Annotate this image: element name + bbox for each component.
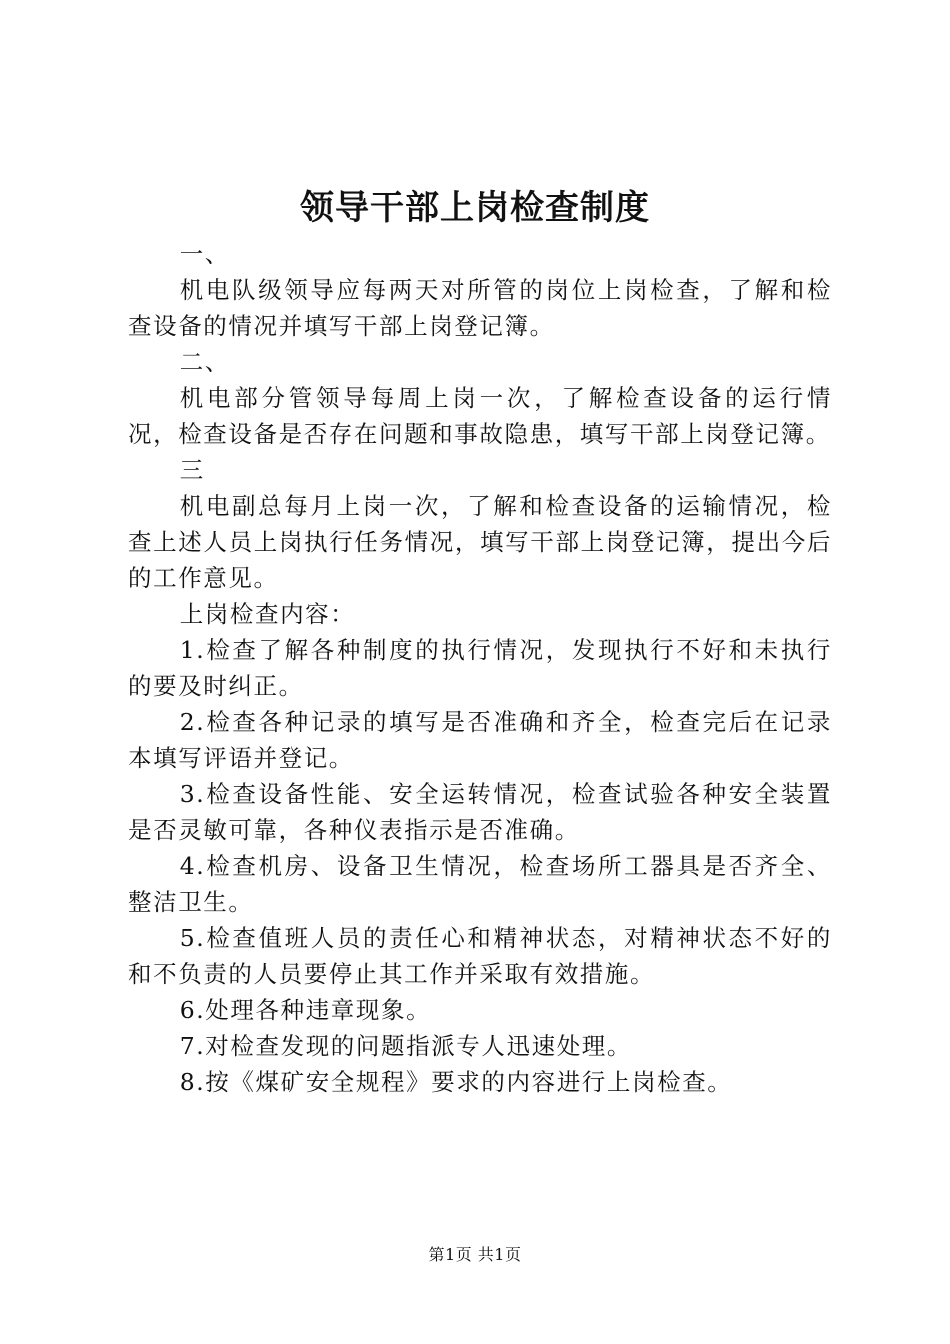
- paragraph: 机电部分管领导每周上岗一次，了解检查设备的运行情况，检查设备是否存在问题和事故隐患，填写干部上岗登记簿。: [128, 384, 832, 448]
- list-item: 5.检查值班人员的责任心和精神状态，对精神状态不好的和不负责的人员要停止其工作并采取有效措施。: [128, 924, 832, 988]
- list-item: 8.按《煤矿安全规程》要求的内容进行上岗检查。: [179, 1068, 733, 1096]
- list-item: 4.检查机房、设备卫生情况，检查场所工器具是否齐全、整洁卫生。: [128, 852, 832, 916]
- list-item: 7.对检查发现的问题指派专人迅速处理。: [179, 1032, 633, 1060]
- list-item: 1.检查了解各种制度的执行情况，发现执行不好和未执行的要及时纠正。: [128, 636, 832, 700]
- inspection-content-heading: 上岗检查内容：: [179, 600, 356, 628]
- document-body: [128, 236, 832, 1100]
- paragraph: 机电副总每月上岗一次，了解和检查设备的运输情况，检查上述人员上岗执行任务情况，填写干部上岗登记簿，提出今后的工作意见。: [128, 492, 832, 592]
- section-heading-1: 一、: [179, 240, 230, 268]
- list-item: 3.检查设备性能、安全运转情况，检查试验各种安全装置是否灵敏可靠，各种仪表指示是否准确。: [128, 780, 832, 844]
- page-footer: 第1页 共1页: [428, 1245, 522, 1264]
- document-title: 领导干部上岗检查制度: [300, 188, 650, 228]
- paragraph: 机电队级领导应每两天对所管的岗位上岗检查，了解和检查设备的情况并填写干部上岗登记簿。: [128, 276, 832, 340]
- section-heading-2: 二、: [179, 348, 230, 376]
- section-heading-3: 三: [179, 456, 205, 484]
- list-item: 2.检查各种记录的填写是否准确和齐全，检查完后在记录本填写评语并登记。: [128, 708, 832, 772]
- list-item: 6.处理各种违章现象。: [179, 996, 432, 1024]
